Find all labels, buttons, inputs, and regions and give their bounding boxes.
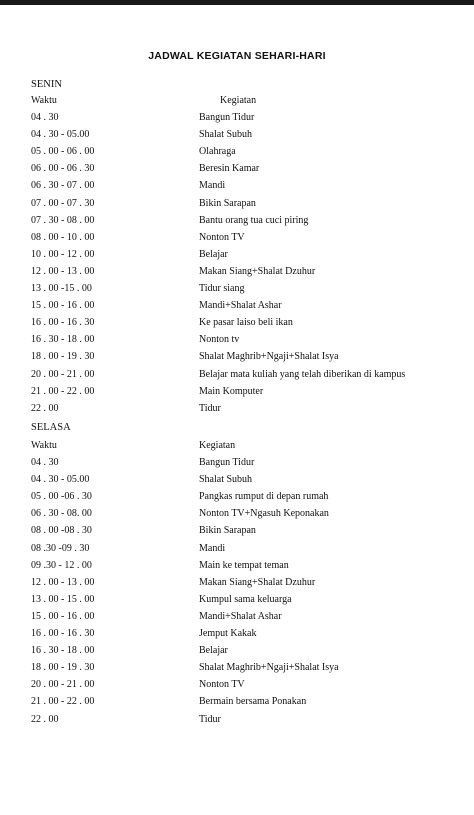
activity-cell: Tidur siang xyxy=(199,283,245,294)
activity-cell: Mandi+Shalat Ashar xyxy=(199,300,282,312)
time-cell: 12 . 00 - 13 . 00 xyxy=(31,576,95,588)
top-status-bar xyxy=(0,0,474,5)
activity-cell: Ke pasar laiso beli ikan xyxy=(199,317,293,329)
activity-cell: Tidur xyxy=(199,402,221,414)
activity-cell: Pangkas rumput di depan rumah xyxy=(199,491,329,503)
time-cell: 21 . 00 - 22 . 00 xyxy=(31,696,95,708)
time-cell: 20 . 00 - 21 . 00 xyxy=(31,679,95,691)
time-cell: 13 . 00 - 15 . 00 xyxy=(31,593,95,605)
time-cell: 05 . 00 -06 . 30 xyxy=(31,491,92,503)
time-cell: 10 . 00 - 12 . 00 xyxy=(31,248,95,260)
table-row xyxy=(31,577,461,594)
table-row xyxy=(31,163,461,180)
activity-cell: Nonton TV xyxy=(199,231,245,243)
table-row xyxy=(31,300,461,317)
activity-cell: Bikin Sarapan xyxy=(199,525,256,537)
time-cell: 22 . 00 xyxy=(31,402,59,414)
activity-cell: Bermain bersama Ponakan xyxy=(199,696,307,708)
time-cell: 04 . 30 - 05.00 xyxy=(31,129,90,141)
table-row xyxy=(31,560,461,577)
activity-cell: Bantu orang tua cuci piring xyxy=(199,214,309,226)
time-cell: 09 .30 - 12 . 00 xyxy=(31,559,92,571)
time-cell: 20 . 00 - 21 . 00 xyxy=(31,368,95,380)
time-cell: 07 . 30 - 08 . 00 xyxy=(31,214,95,226)
table-row xyxy=(31,594,461,611)
table-row xyxy=(31,351,461,368)
time-cell: 04 . 30 - 05.00 xyxy=(31,474,90,486)
table-row xyxy=(31,525,461,542)
time-cell: 16 . 00 - 16 . 30 xyxy=(31,317,95,329)
activity-cell: Mandi xyxy=(199,542,226,554)
activity-cell: Jemput Kakak xyxy=(199,628,257,639)
table-row xyxy=(31,611,461,628)
activity-cell: Mandi+Shalat Ashar xyxy=(199,610,282,622)
header-activity: Kegiatan xyxy=(220,95,257,106)
activity-cell: Shalat Maghrib+Ngaji+Shalat Isya xyxy=(199,351,339,363)
time-cell: 18 . 00 - 19 . 30 xyxy=(31,351,95,363)
table-row xyxy=(31,266,461,283)
activity-cell: Bikin Sarapan xyxy=(199,197,256,209)
time-cell: 08 . 00 -08 . 30 xyxy=(31,525,92,537)
table-row xyxy=(31,146,461,163)
time-cell: 21 . 00 - 22 . 00 xyxy=(31,385,95,397)
activity-cell: Makan Siang+Shalat Dzuhur xyxy=(199,576,316,588)
time-cell: 18 . 00 - 19 . 30 xyxy=(31,662,95,674)
table-row xyxy=(31,403,461,420)
table-header xyxy=(31,440,461,457)
table-row xyxy=(31,386,461,403)
header-time: Waktu xyxy=(31,95,57,106)
time-cell: 04 . 30 xyxy=(31,457,59,468)
time-cell: 13 . 00 -15 . 00 xyxy=(31,283,92,294)
time-cell: 16 . 00 - 16 . 30 xyxy=(31,628,95,639)
time-cell: 15 . 00 - 16 . 00 xyxy=(31,610,95,622)
table-row xyxy=(31,283,461,300)
table-row xyxy=(31,215,461,232)
header-activity: Kegiatan xyxy=(199,440,236,451)
activity-cell: Tidur xyxy=(199,713,221,725)
activity-cell: Olahraga xyxy=(199,146,236,158)
time-cell: 12 . 00 - 13 . 00 xyxy=(31,265,95,277)
activity-cell: Bangun Tidur xyxy=(199,457,255,468)
day-label-selasa: SELASA xyxy=(31,422,71,433)
time-cell: 06 . 30 - 08. 00 xyxy=(31,508,92,520)
activity-cell: Nonton TV+Ngasuh Keponakan xyxy=(199,508,329,520)
activity-cell: Belajar mata kuliah yang telah diberikan di kampus xyxy=(199,368,406,380)
table-row xyxy=(31,180,461,197)
table-row xyxy=(31,474,461,491)
table-row xyxy=(31,645,461,662)
time-cell: 07 . 00 - 07 . 30 xyxy=(31,197,95,209)
table-row xyxy=(31,232,461,249)
activity-cell: Belajar xyxy=(199,645,228,657)
time-cell: 05 . 00 - 06 . 00 xyxy=(31,146,95,158)
time-cell: 06 . 00 - 06 . 30 xyxy=(31,163,95,175)
time-cell: 22 . 00 xyxy=(31,713,59,725)
table-row xyxy=(31,696,461,713)
activity-cell: Kumpul sama keluarga xyxy=(199,593,292,605)
table-row xyxy=(31,679,461,696)
table-row xyxy=(31,129,461,146)
table-row xyxy=(31,249,461,266)
table-row xyxy=(31,198,461,215)
activity-cell: Nonton TV xyxy=(199,679,245,691)
activity-cell: Shalat Subuh xyxy=(199,129,253,141)
day-label-senin: SENIN xyxy=(31,79,62,90)
time-cell: 15 . 00 - 16 . 00 xyxy=(31,300,95,312)
table-row xyxy=(31,369,461,386)
table-header xyxy=(31,95,461,112)
activity-cell: Main ke tempat teman xyxy=(199,559,289,571)
table-row xyxy=(31,543,461,560)
activity-cell: Shalat Maghrib+Ngaji+Shalat Isya xyxy=(199,662,339,674)
activity-cell: Main Komputer xyxy=(199,385,264,397)
activity-cell: Beresin Kamar xyxy=(199,163,260,175)
activity-cell: Nonton tv xyxy=(199,334,240,346)
time-cell: 16 . 30 - 18 . 00 xyxy=(31,334,95,346)
table-row xyxy=(31,317,461,334)
table-row xyxy=(31,628,461,645)
table-row xyxy=(31,714,461,731)
header-time: Waktu xyxy=(31,440,57,451)
table-row xyxy=(31,662,461,679)
table-row xyxy=(31,508,461,525)
table-row xyxy=(31,334,461,351)
time-cell: 08 .30 -09 . 30 xyxy=(31,542,90,554)
time-cell: 06 . 30 - 07 . 00 xyxy=(31,180,95,192)
table-row xyxy=(31,457,461,474)
activity-cell: Belajar xyxy=(199,248,228,260)
time-cell: 16 . 30 - 18 . 00 xyxy=(31,645,95,657)
activity-cell: Shalat Subuh xyxy=(199,474,253,486)
activity-cell: Makan Siang+Shalat Dzuhur xyxy=(199,265,316,277)
time-cell: 04 . 30 xyxy=(31,112,59,123)
time-cell: 08 . 00 - 10 . 00 xyxy=(31,231,95,243)
activity-cell: Bangun Tidur xyxy=(199,112,255,123)
table-row xyxy=(31,112,461,129)
document-title: JADWAL KEGIATAN SEHARI-HARI xyxy=(148,50,326,62)
table-row xyxy=(31,491,461,508)
activity-cell: Mandi xyxy=(199,180,226,192)
